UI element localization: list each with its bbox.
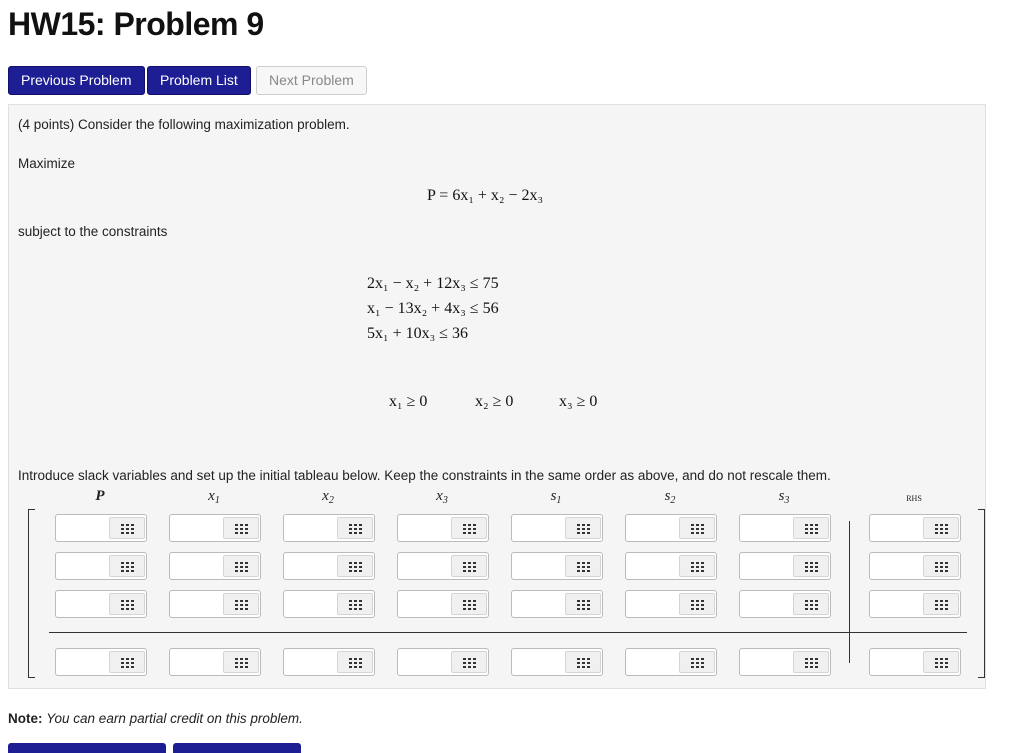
tableau-cell-r3-s2	[625, 590, 717, 618]
equation-editor-icon[interactable]	[565, 651, 601, 673]
grid-icon	[235, 658, 249, 668]
header-x1-label: $x_1$	[208, 488, 220, 506]
page-title: HW15: Problem 9	[8, 6, 264, 42]
grid-icon	[349, 658, 363, 668]
tableau-cell-r4-p	[55, 648, 147, 676]
equation-editor-icon[interactable]	[337, 651, 373, 673]
constraint-row-3: 5x₁ + 10x₃ ≤ 36	[367, 325, 468, 342]
tableau-cell-r4-s3	[739, 648, 831, 676]
equation-editor-icon[interactable]	[223, 517, 259, 539]
equation-editor-icon[interactable]	[793, 555, 829, 577]
header-x2-label: $x_2$	[322, 488, 334, 506]
grid-icon	[349, 600, 363, 610]
grid-icon	[691, 524, 705, 534]
header-s3-label: $s_3$	[778, 488, 790, 506]
tableau-objective-divider	[49, 632, 967, 633]
tableau-cell-r2-x2	[283, 552, 375, 580]
grid-icon	[805, 562, 819, 572]
tableau-cell-r4-rhs	[869, 648, 961, 676]
grid-icon	[805, 600, 819, 610]
grid-icon	[463, 562, 477, 572]
header-rhs: RHS	[906, 494, 922, 503]
subject-label: subject to the constraints	[18, 224, 168, 239]
equation-editor-icon[interactable]	[451, 517, 487, 539]
equation-editor-icon[interactable]	[679, 517, 715, 539]
grid-icon	[577, 524, 591, 534]
tableau-rhs-divider	[849, 521, 850, 663]
tableau-cell-r4-x2	[283, 648, 375, 676]
note	[8, 711, 303, 726]
problem-list-button[interactable]: Problem List	[147, 66, 251, 95]
note-label: Note:	[8, 711, 43, 726]
equation-editor-icon[interactable]	[923, 593, 959, 615]
tableau-instructions: Introduce slack variables and set up the initial tableau below. Keep the constraints in the same order as above, and do not rescale them.	[18, 468, 831, 483]
equation-editor-icon[interactable]	[565, 517, 601, 539]
grid-icon	[463, 600, 477, 610]
equation-editor-icon[interactable]	[109, 555, 145, 577]
note-text: You can earn partial credit on this problem.	[46, 711, 303, 726]
header-s3	[764, 488, 804, 506]
grid-icon	[935, 600, 949, 610]
tableau-cell-r4-s1	[511, 648, 603, 676]
equation-editor-icon[interactable]	[679, 555, 715, 577]
grid-icon	[577, 658, 591, 668]
equation-editor-icon[interactable]	[451, 593, 487, 615]
tableau-cell-r3-x1	[169, 590, 261, 618]
tableau-cell-r2-rhs	[869, 552, 961, 580]
tableau-cell-r2-s3	[739, 552, 831, 580]
equation-editor-icon[interactable]	[109, 651, 145, 673]
equation-editor-icon[interactable]	[679, 593, 715, 615]
nonneg-x2: x₂ ≥ 0	[475, 393, 514, 410]
header-x3	[422, 488, 462, 506]
tableau-cell-r3-x3	[397, 590, 489, 618]
submit-button[interactable]	[8, 743, 166, 753]
grid-icon	[349, 524, 363, 534]
tableau-cell-r3-x2	[283, 590, 375, 618]
header-x1	[194, 488, 234, 506]
grid-icon	[935, 524, 949, 534]
equation-editor-icon[interactable]	[223, 593, 259, 615]
header-x2	[308, 488, 348, 506]
grid-icon	[935, 562, 949, 572]
equation-editor-icon[interactable]	[337, 555, 373, 577]
equation-editor-icon[interactable]	[337, 517, 373, 539]
grid-icon	[235, 524, 249, 534]
previous-problem-button[interactable]: Previous Problem	[8, 66, 145, 95]
tableau-cell-r3-s1	[511, 590, 603, 618]
maximize-label: Maximize	[18, 156, 76, 171]
preview-button[interactable]	[173, 743, 301, 753]
grid-icon	[349, 562, 363, 572]
equation-editor-icon[interactable]	[451, 555, 487, 577]
equation-editor-icon[interactable]	[223, 555, 259, 577]
problem-panel	[8, 104, 986, 689]
equation-editor-icon[interactable]	[679, 651, 715, 673]
equation-editor-icon[interactable]	[109, 593, 145, 615]
grid-icon	[691, 600, 705, 610]
constraint-row-1: 2x₁ − x₂ + 12x₃ ≤ 75	[367, 275, 499, 292]
objective-function: P = 6x₁ + x₂ − 2x₃	[427, 187, 544, 204]
equation-editor-icon[interactable]	[793, 651, 829, 673]
tableau-cell-r2-x1	[169, 552, 261, 580]
tableau-left-bracket	[28, 509, 35, 678]
tableau-cell-r4-x1	[169, 648, 261, 676]
tableau-cell-r1-x3	[397, 514, 489, 542]
header-P: P	[95, 488, 105, 504]
header-s2-label: $s_2$	[664, 488, 676, 506]
tableau-cell-r1-rhs	[869, 514, 961, 542]
equation-editor-icon[interactable]	[793, 593, 829, 615]
tableau-cell-r1-s1	[511, 514, 603, 542]
tableau-cell-r1-x2	[283, 514, 375, 542]
equation-editor-icon[interactable]	[223, 651, 259, 673]
grid-icon	[121, 524, 135, 534]
grid-icon	[691, 562, 705, 572]
tableau-cell-r2-x3	[397, 552, 489, 580]
grid-icon	[805, 658, 819, 668]
next-problem-button: Next Problem	[256, 66, 367, 95]
tableau-cell-r4-s2	[625, 648, 717, 676]
grid-icon	[805, 524, 819, 534]
header-s1	[536, 488, 576, 506]
equation-editor-icon[interactable]	[923, 517, 959, 539]
equation-editor-icon[interactable]	[923, 555, 959, 577]
grid-icon	[577, 600, 591, 610]
tableau-cell-r2-s1	[511, 552, 603, 580]
tableau-cell-r3-s3	[739, 590, 831, 618]
grid-icon	[121, 562, 135, 572]
grid-icon	[935, 658, 949, 668]
grid-icon	[235, 600, 249, 610]
equation-editor-icon[interactable]	[923, 651, 959, 673]
equation-editor-icon[interactable]	[109, 517, 145, 539]
grid-icon	[235, 562, 249, 572]
tableau-cell-r3-p	[55, 590, 147, 618]
tableau-cell-r2-s2	[625, 552, 717, 580]
header-s2	[650, 488, 690, 506]
tableau-cell-r4-x3	[397, 648, 489, 676]
equation-editor-icon[interactable]	[451, 651, 487, 673]
equation-editor-icon[interactable]	[793, 517, 829, 539]
equation-editor-icon[interactable]	[565, 593, 601, 615]
nonneg-x3: x₃ ≥ 0	[559, 393, 598, 410]
nonneg-x1: x₁ ≥ 0	[389, 393, 428, 410]
problem-intro: (4 points) Consider the following maximization problem.	[18, 117, 350, 132]
grid-icon	[121, 658, 135, 668]
grid-icon	[121, 600, 135, 610]
header-s1-label: $s_1$	[550, 488, 562, 506]
grid-icon	[691, 658, 705, 668]
tableau-cell-r1-x1	[169, 514, 261, 542]
grid-icon	[577, 562, 591, 572]
grid-icon	[463, 524, 477, 534]
tableau-cell-r1-s3	[739, 514, 831, 542]
tableau-cell-r1-p	[55, 514, 147, 542]
tableau-cell-r2-p	[55, 552, 147, 580]
equation-editor-icon[interactable]	[565, 555, 601, 577]
header-x3-label: $x_3$	[436, 488, 448, 506]
equation-editor-icon[interactable]	[337, 593, 373, 615]
tableau-cell-r3-rhs	[869, 590, 961, 618]
grid-icon	[463, 658, 477, 668]
tableau-cell-r1-s2	[625, 514, 717, 542]
tableau-right-bracket	[978, 509, 985, 678]
constraint-row-2: x₁ − 13x₂ + 4x₃ ≤ 56	[367, 300, 499, 317]
